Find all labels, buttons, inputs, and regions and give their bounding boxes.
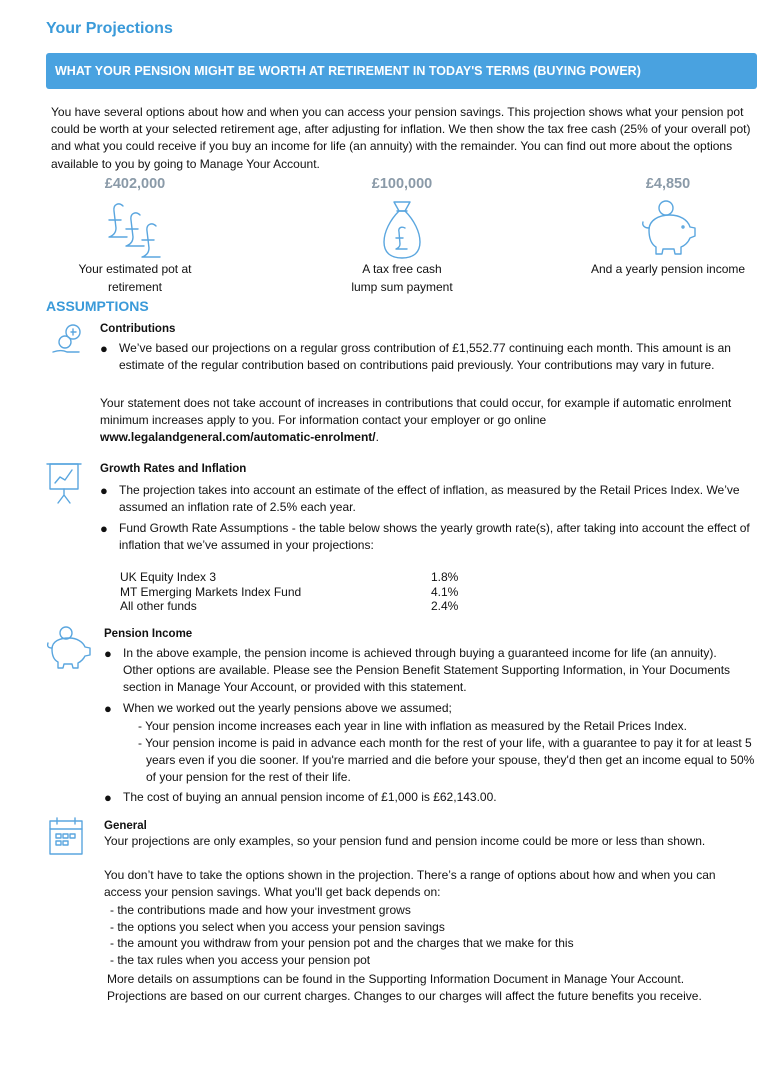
list-item: - the options you select when you access your pension savings — [110, 919, 445, 934]
bullet-icon: ● — [100, 483, 108, 498]
list-item: - the tax rules when you access your pension pot — [110, 952, 371, 967]
table-row — [120, 585, 458, 600]
growth-bullet-funds — [100, 520, 750, 554]
intro-text: You have several options about how and when you can access your pension savings. This projection shows what your pension pot could be worth at your selected retirement age, after adjusting for inflation. We then show the tax free cash (25% of your overall pot) and what you could receive if you buy an income for life (an annuity) with the remainder. You can find out more about the options available to you by going to Manage Your Account. — [51, 105, 751, 171]
bullet-text: We’ve based our projections on a regular gross contribution of £1,552.77 continuing each month. This amount is an estimate of the regular contribution based on contributions paid previously. Your contributions may vary in future. — [119, 341, 731, 373]
section-banner: WHAT YOUR PENSION MIGHT BE WORTH AT RETIREMENT IN TODAY'S TERMS (BUYING POWER) — [46, 53, 757, 89]
fund-growth-table — [120, 570, 458, 614]
pension-sub-guarantee: - Your pension income is paid in advance each month for the rest of your life, with a guarantee to pay it for at least 5 years even if you die sooner. If you're married and die before your spouse, they'd then get an income equal to 50% of your pension for the rest of their life. — [138, 736, 755, 785]
growth-chart-icon — [45, 461, 83, 505]
estimated-pot-caption — [35, 260, 235, 296]
caption-line: retirement — [107, 280, 163, 294]
pension-bullet-annuity — [104, 645, 750, 697]
fund-name: UK Equity Index 3 — [120, 570, 217, 584]
general-line-examples: Your projections are only examples, so your pension fund and pension income could be more or less than shown. — [104, 834, 706, 848]
general-line-charges: Projections are based on our current charges. Changes to our charges will affect the future benefits you receive. — [107, 989, 702, 1003]
pound-coins-icon — [103, 198, 169, 260]
list-item: - the amount you withdraw from your pension pot and the charges that we make for this — [110, 936, 574, 951]
list-item: - the contributions made and how your investment grows — [110, 903, 411, 917]
caption-line: And a yearly pension income — [590, 262, 746, 276]
page-title: Your Projections — [46, 20, 173, 37]
fund-rate: 1.8% — [431, 570, 459, 584]
calendar-icon — [47, 816, 85, 858]
contributions-note — [100, 395, 750, 447]
bullet-icon: ● — [100, 521, 108, 536]
pension-bullet-assumed — [104, 700, 750, 717]
general-list — [110, 902, 750, 968]
fund-name: MT Emerging Markets Index Fund — [120, 584, 302, 599]
general-heading: General — [104, 820, 147, 832]
caption-line: lump sum payment — [351, 280, 453, 294]
link-suffix: . — [375, 430, 379, 445]
table-row — [120, 570, 458, 585]
tax-free-cash-amount: £100,000 — [371, 176, 433, 192]
bullet-text: In the above example, the pension income is achieved through buying a guaranteed income for life (an annuity). Other options are available. Please see the Pension Benefit Statement Supporting Information, in Your Documents section in Manage Your Account, or provided with this statement. — [123, 646, 731, 695]
bullet-icon: ● — [104, 790, 112, 805]
bullet-text: Fund Growth Rate Assumptions - the table below shows the yearly growth rate(s), after taking into account the effect of inflation that we’ve assumed in your projections: — [119, 521, 750, 553]
automatic-enrolment-link[interactable]: www.legalandgeneral.com/automatic-enrolment/ — [100, 430, 376, 445]
bullet-icon: ● — [100, 341, 108, 356]
fund-name: All other funds — [120, 599, 197, 614]
table-row — [120, 599, 458, 614]
note-text: Your statement does not take account of increases in contributions that could occur, for example if automatic enrolment minimum increases apply to you. For information contact your employer or go online — [100, 396, 732, 428]
bullet-text: When we worked out the yearly pensions above we assumed; — [123, 701, 452, 715]
coins-hand-icon — [51, 322, 87, 356]
caption-line: Your estimated pot at — [78, 262, 192, 276]
contributions-heading: Contributions — [100, 323, 176, 335]
money-bag-icon — [380, 198, 424, 260]
pension-bullet-cost — [104, 789, 750, 806]
bullet-icon: ● — [104, 701, 112, 716]
general-line-options: You don’t have to take the options shown in the projection. There’s a range of options about how and when you can access your pension savings. What you'll get back depends on: — [104, 868, 716, 900]
pension-income-heading: Pension Income — [104, 628, 193, 640]
bullet-text: The cost of buying an annual pension income of £1,000 is £62,143.00. — [123, 790, 497, 804]
growth-bullet-inflation — [100, 482, 750, 516]
tax-free-cash-caption — [302, 260, 502, 296]
general-line-details: More details on assumptions can be found in the Supporting Information Document in Manage Your Account. — [107, 972, 685, 986]
yearly-income-amount: £4,850 — [645, 176, 691, 192]
bullet-icon: ● — [104, 646, 112, 661]
piggy-bank-small-icon — [44, 625, 102, 669]
bullet-text: The projection takes into account an estimate of the effect of inflation, as measured by the Retail Prices Index. We’ve assumed an inflation rate of 2.5% each year. — [119, 483, 740, 515]
fund-rate: 2.4% — [431, 599, 459, 614]
assumptions-heading: ASSUMPTIONS — [46, 298, 149, 314]
caption-line: A tax free cash — [362, 262, 442, 276]
contributions-bullet — [100, 340, 750, 374]
piggy-bank-icon — [637, 198, 701, 258]
yearly-income-caption — [568, 260, 768, 278]
fund-rate: 4.1% — [431, 584, 459, 599]
growth-heading: Growth Rates and Inflation — [100, 463, 247, 475]
estimated-pot-amount: £402,000 — [104, 176, 166, 192]
pension-sub-inflation: - Your pension income increases each year in line with inflation as measured by the Retail Prices Index. — [138, 719, 687, 733]
